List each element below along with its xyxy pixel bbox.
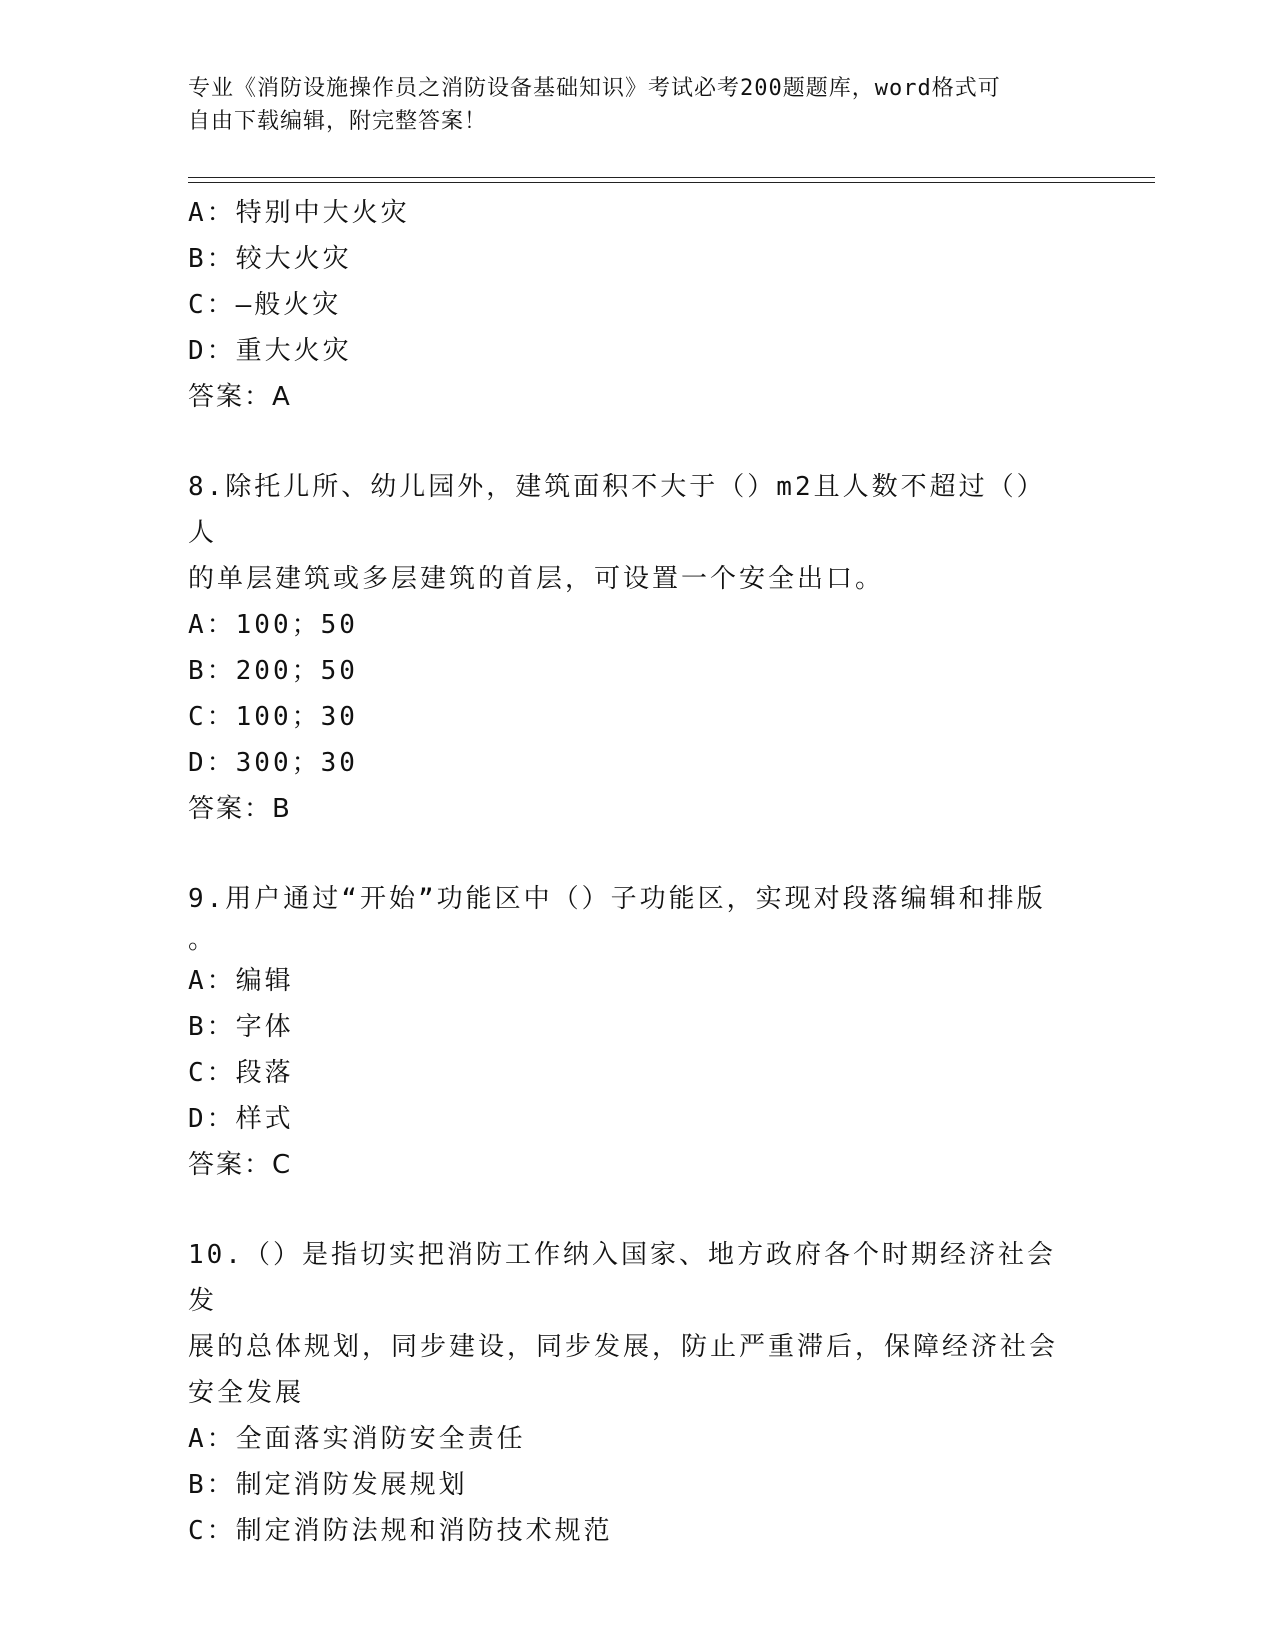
question-list: [188, 190, 1088, 1554]
header-line-2: 自由下载编辑，附完整答案！: [188, 109, 488, 134]
spacer: [188, 1188, 1088, 1232]
option-c: C：—般火灾: [188, 290, 342, 320]
option-b: B：200；50: [188, 656, 358, 686]
option-b: B：较大火灾: [188, 244, 352, 274]
option-d: D：样式: [188, 1104, 294, 1134]
option-a: A：100；50: [188, 610, 358, 640]
option-b: B：字体: [188, 1012, 294, 1042]
question-text-line-1: 9.用户通过“开始”功能区中（）子功能区，实现对段落编辑和排版: [188, 884, 1046, 914]
question-10: [188, 1232, 1088, 1554]
answer-label: 答案：A: [188, 382, 292, 412]
option-c: C：段落: [188, 1058, 294, 1088]
option-c: C：100；30: [188, 702, 358, 732]
option-a: A：全面落实消防安全责任: [188, 1424, 526, 1454]
question-7: [188, 190, 1088, 420]
spacer: [188, 832, 1088, 876]
option-a: A：特别中大火灾: [188, 198, 410, 228]
question-9: [188, 876, 1088, 1188]
question-text-line-2: 的单层建筑或多层建筑的首层，可设置一个安全出口。: [188, 564, 885, 594]
header-line-1: 专业《消防设施操作员之消防设备基础知识》考试必考200题题库，word格式可: [188, 76, 1001, 101]
question-text-line-1: 10.（）是指切实把消防工作纳入国家、地方政府各个时期经济社会发: [188, 1240, 1056, 1316]
spacer: [188, 420, 1088, 464]
answer-label: 答案：B: [188, 794, 292, 824]
question-text-line-3: 安全发展: [188, 1378, 305, 1408]
option-d: D：重大火灾: [188, 336, 352, 366]
question-text-line-2: 展的总体规划，同步建设，同步发展，防止严重滞后，保障经济社会: [188, 1332, 1059, 1362]
option-a: A：编辑: [188, 966, 294, 996]
answer-label: 答案：C: [188, 1150, 293, 1180]
header-divider-bottom: [188, 182, 1155, 183]
question-text-line-1: 8.除托儿所、幼儿园外，建筑面积不大于（）m2且人数不超过（）人: [188, 472, 1046, 548]
option-b: B：制定消防发展规划: [188, 1470, 468, 1500]
option-d: D：300；30: [188, 748, 358, 778]
question-8: [188, 464, 1088, 832]
header-divider-top: [188, 177, 1155, 178]
document-header: [188, 72, 1068, 138]
question-text-line-2: 。: [188, 925, 218, 955]
option-c: C：制定消防法规和消防技术规范: [188, 1516, 613, 1546]
